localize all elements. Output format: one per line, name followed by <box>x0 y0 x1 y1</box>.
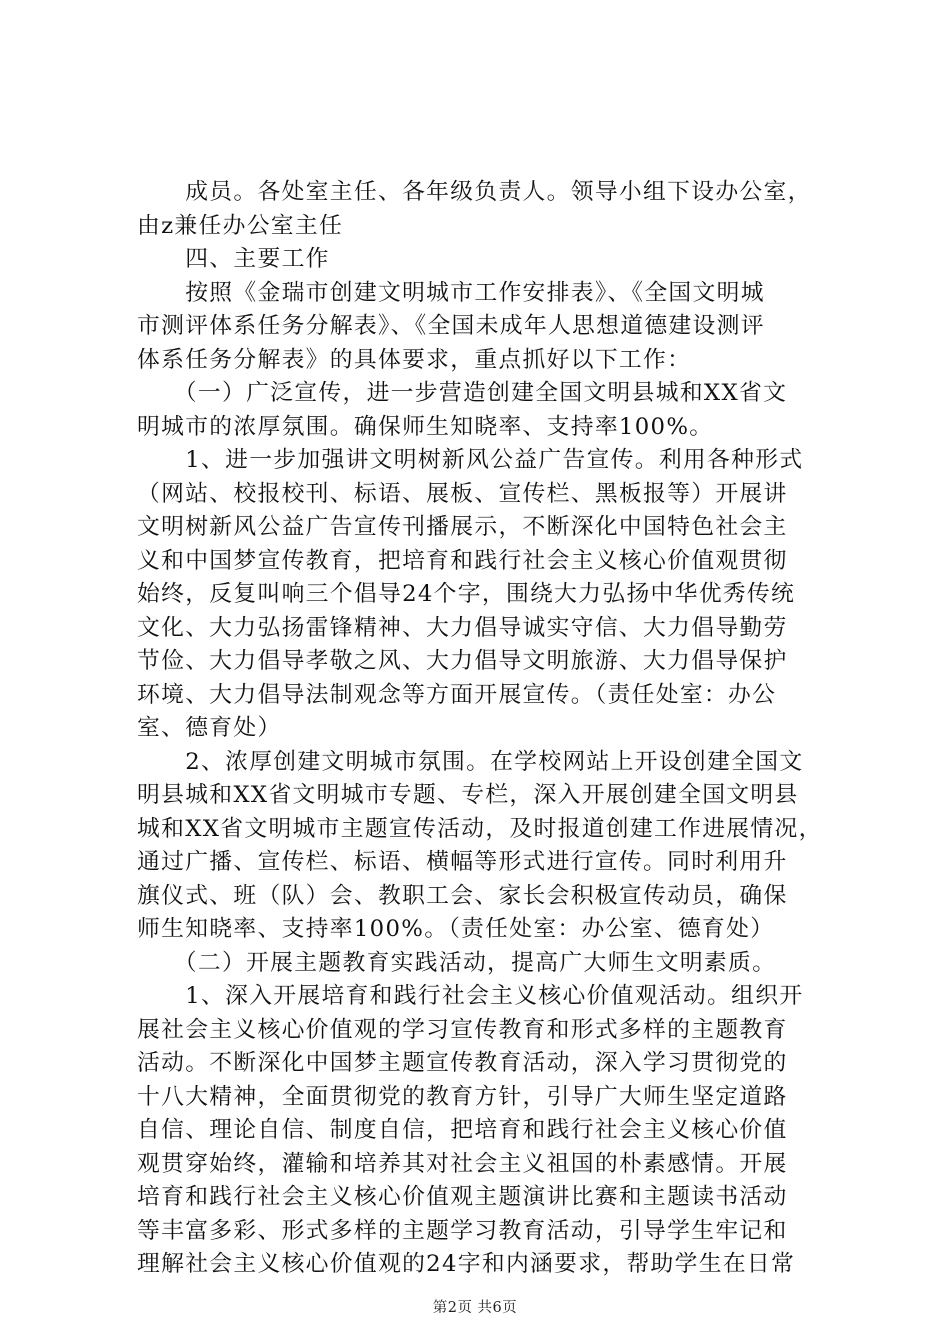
text-line: 按照《金瑞市创建文明城市工作安排表》、《全国文明城 <box>137 279 765 306</box>
text-line: 义和中国梦宣传教育，把培育和践行社会主义核心价值观贯彻 <box>137 547 788 574</box>
text-line: 文化、大力弘扬雷锋精神、大力倡导诚实守信、大力倡导勤劳 <box>137 614 788 641</box>
text-line: 1、进一步加强讲文明树新风公益广告宣传。利用各种形式 <box>137 447 804 473</box>
text-line: 培育和践行社会主义核心价值观主题演讲比赛和主题读书活动 <box>137 1184 788 1210</box>
text-line: 活动。不断深化中国梦主题宣传教育活动，深入学习贯彻党的 <box>137 1050 788 1076</box>
text-line: 旗仪式、班（队）会、教职工会、家长会积极宣传动员，确保 <box>137 882 788 909</box>
text-line: 十八大精神，全面贯彻党的教育方针，引导广大师生坚定道路 <box>137 1083 788 1110</box>
text-line: 通过广播、宣传栏、标语、横幅等形式进行宣传。同时利用升 <box>137 849 788 875</box>
document-body <box>137 176 837 1282</box>
text-line: 理解社会主义核心价值观的24字和内涵要求，帮助学生在日常 <box>137 1251 796 1277</box>
section-heading: 四、主要工作 <box>137 246 330 272</box>
text-line: 始终，反复叫响三个倡导24个字，围绕大力弘扬中华优秀传统 <box>137 581 796 607</box>
text-line: 市测评体系任务分解表》、《全国未成年人思想道德建设测评 <box>137 313 765 339</box>
subsection-heading: （一）广泛宣传，进一步营造创建全国文明县城和XX省文 <box>137 380 788 406</box>
text-line: （网站、校报校刊、标语、展板、宣传栏、黑板报等）开展讲 <box>137 480 788 507</box>
text-line: 成员。各处室主任、各年级负责人。领导小组下设办公室， <box>137 179 812 205</box>
text-line: 2、浓厚创建文明城市氛围。在学校网站上开设创建全国文 <box>137 748 804 775</box>
text-line: 文明树新风公益广告宣传刊播展示，不断深化中国特色社会主 <box>137 514 788 540</box>
text-line: 自信、理论自信、制度自信，把培育和践行社会主义核心价值 <box>137 1117 788 1143</box>
text-line: 明城市的浓厚氛围。确保师生知晓率、支持率100%。 <box>137 413 714 440</box>
text-line: 观贯穿始终，灌输和培养其对社会主义祖国的朴素感情。开展 <box>137 1150 788 1177</box>
text-line: 1、深入开展培育和践行社会主义核心价值观活动。组织开 <box>137 983 804 1009</box>
text-line: 城和XX省文明城市主题宣传活动，及时报道创建工作进展情况， <box>137 815 823 842</box>
text-line: 体系任务分解表》的具体要求，重点抓好以下工作： <box>137 346 692 373</box>
page-number-footer: 第2页 共6页 <box>432 1300 518 1316</box>
text-line: 等丰富多彩、形式多样的主题学习教育活动，引导学生牢记和 <box>137 1217 788 1244</box>
text-line: 室、德育处） <box>137 715 282 741</box>
text-line: 师生知晓率、支持率100%。（责任处室：办公室、德育处） <box>137 916 775 942</box>
text-line: 环境、大力倡导法制观念等方面开展宣传。（责任处室：办公 <box>137 681 777 708</box>
text-line: 节俭、大力倡导孝敬之风、大力倡导文明旅游、大力倡导保护 <box>137 648 788 674</box>
text-line: 由z兼任办公室主任 <box>137 212 344 239</box>
text-line: 展社会主义核心价值观的学习宣传教育和形式多样的主题教育 <box>137 1016 788 1043</box>
text-line: 明县城和XX省文明城市专题、专栏，深入开展创建全国文明县 <box>137 782 799 808</box>
subsection-heading: （二）开展主题教育实践活动，提高广大师生文明素质。 <box>137 949 777 976</box>
